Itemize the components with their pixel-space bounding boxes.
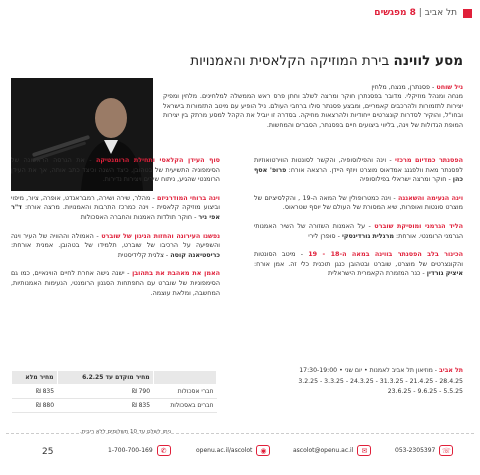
session-item — [11, 269, 220, 298]
sessions-column-left — [11, 156, 220, 307]
session-title: הכינור בלב הפסנתר בווינה במאה ה-18 - 19 — [308, 250, 464, 259]
price-cell: 835 ₪ — [57, 399, 153, 413]
payment-note: ניתן לשלם עד 10 תשלומים ללא ריבית. — [80, 429, 172, 435]
session-item — [11, 156, 220, 185]
session-item — [254, 156, 463, 185]
title-bold: מסע לווינה — [393, 53, 463, 69]
session-body: - האמולה וההוויה של העיר וינה והשפיעה על הרכיבו של שוברט, תלמידו של בטהובן. אמנית אורחת: — [11, 231, 220, 250]
schedule-details: - מוזיאון תל אביב לאמנות • יום שני • 17:30-19:00 — [299, 367, 439, 374]
mail-icon: ✉ — [357, 445, 371, 456]
schedule-city: תל אביב — [439, 367, 463, 374]
price-table-header — [12, 371, 217, 385]
session-guest-role: - חוקר ומרצה ישראלי בפילוסופיה — [359, 175, 453, 184]
session-title: הליד הגרמני ומוסיקת שוברט — [374, 222, 463, 231]
session-title: וינה ברוחי המודרניזם — [157, 193, 220, 202]
email-text: ascolot@openu.ac.il — [293, 447, 354, 454]
schedule — [254, 366, 463, 398]
price-table — [11, 370, 217, 413]
whatsapp-icon: ☏ — [439, 445, 453, 456]
session-title: הפסנתר כמדיום מרכזי — [394, 156, 463, 164]
session-body: - וינה כמטרופולין של המאה ה-19 , והקלסיציזם של מוצרט סונטות ואופרות, שיא המסורת של העולם של יוסף שטראוס. — [254, 193, 463, 212]
lecturer-role: - פסנתרן, מנצח, מלחין — [371, 83, 437, 91]
lecturer-intro — [163, 83, 463, 130]
table-row — [12, 399, 217, 413]
price-header-cell: מחיר מוקדם עד 6.2.25 — [57, 371, 153, 385]
price-cell: 835 ₪ — [12, 385, 58, 399]
schedule-dates-2: 23.6.25 - 9.6.25 - 5.5.25 — [387, 388, 463, 396]
header-marker — [463, 9, 472, 18]
session-guest-role: - כנר המזמרת הקאמרית הישראלית — [328, 269, 427, 278]
schedule-dates-1: 3.2.25 - 3.3.25 - 24.3.25 - 31.3.25 - 21.4.25 - 28.4.25 — [298, 377, 463, 385]
session-body: - וינה והפילוסופיה, והקשר לסונטות הווירטואוזיות לפסנתר מאת וולפגנג אמדאוס מוצרט ויוזף היידן. הרצאה אורח: — [254, 156, 463, 174]
price-header-cell: מחיר מלא — [12, 371, 58, 385]
session-guest-role: - סופרן לירי — [308, 231, 342, 240]
session-guest: איציק גורדין — [426, 269, 463, 278]
session-guest: פרופ' אסף כהן — [254, 165, 463, 184]
whatsapp-link[interactable] — [395, 445, 453, 456]
whatsapp-text: 053-2305397 — [395, 447, 436, 454]
title-rest: בירת המוזיקה הקלאסית והאמנויות — [190, 53, 394, 69]
session-body: - מיטב הסונטות והקונצרטים של מוצרט, שוברט ובטהובן כנגן תוכנית כלי זה. אמן אורח: — [254, 250, 463, 268]
session-body: - ישנה גישה אחרת לחיים הווינאיים, כמו גם הסימפוניות של שוברט עם התפתחות הסגנון הרומנטי, הנעימות האמנותיות, המחשבה, ומלאת עוצמה. — [11, 269, 220, 297]
phone-text: 1-700-700-169 — [108, 447, 153, 454]
session-guest: כריסטיאנה קוסה — [170, 250, 220, 259]
price-cell: חברי אסכולות — [153, 385, 216, 399]
footer-divider — [6, 433, 474, 434]
session-title: סוף העידן הקלאסי ותחילת הרומנטיקה — [95, 156, 221, 164]
breadcrumb-city: תל אביב | — [418, 8, 457, 18]
lecturer-name: ניל שוחט — [436, 83, 463, 91]
phone-icon: ✆ — [157, 445, 171, 456]
price-cell: חברים באסכולות — [153, 399, 216, 413]
price-header-cell — [153, 371, 216, 385]
price-cell: 790 ₪ — [57, 385, 153, 399]
session-guest-role: - חוקר תולדות האמנות והחברה האסכולות — [80, 213, 199, 222]
page-number: 25 — [42, 447, 54, 457]
globe-icon: ◉ — [256, 445, 270, 456]
session-item — [254, 222, 463, 241]
session-item — [254, 250, 463, 279]
session-title: וינה הנעימה והשאננה — [397, 193, 464, 202]
website-link[interactable] — [196, 445, 270, 456]
session-title: האמן את מאהבת את בתהובן — [132, 269, 220, 278]
session-body: - על האמנות השזורה של השיר האמנותי הגרמני הרומנטי. אורחת: — [254, 222, 463, 240]
sessions-column-right — [254, 156, 463, 288]
session-guest: מרגלית גורדינסקי — [341, 231, 394, 240]
email-link[interactable] — [293, 445, 371, 456]
session-item — [11, 194, 220, 223]
session-body: - את הגרסה הראשונה של הסימפוניה התשיעית של בטהובן, כיצד השנה וכיצד כתב אותה, אך את העידן הרומנטי שהגיע, ניתוח שירים ויצירות נדירות. — [11, 156, 220, 184]
session-title: נפשנו העירונה והחזות הניגון של שוברט — [101, 231, 220, 240]
session-item — [11, 232, 220, 261]
breadcrumb — [374, 8, 457, 18]
session-guest-role: - צלנית קלידיסטית — [117, 250, 171, 259]
session-guest: ד"ר אפי ניר — [11, 203, 220, 222]
breadcrumb-sessions: 8 מפגשים — [374, 8, 416, 18]
price-cell: 880 ₪ — [12, 399, 58, 413]
session-item — [254, 194, 463, 213]
phone-link[interactable] — [108, 445, 171, 456]
lecturer-bio: מנחה ומנהל מוזיקלי. מדובר בפסנתרן חוקר ומרצה לשלב וחתן פרס ראש הממשלה למלחינים. מלחין ומפיק יצירות לתזמורות ולהרכבים קאמריים, ומבצע פסנתר סולו ברחבי העולם. ניל הופיע עם מיטב התזמורות בישראל ובחו"ל, והוקיר לסדרות קונצרטים ייחודיות ולהרצאות מוזיקה. בסדרה זו יוביל את הקהל למסע מרתק בין יצירות המופת הגדולות של וינה, בליווי ביצועים חיים בפסנתר, הסברים והמחשות. — [163, 92, 463, 129]
footer — [0, 443, 480, 467]
table-row — [12, 385, 217, 399]
website-text: openu.ac.il/ascolot — [196, 447, 253, 454]
page-header — [374, 8, 472, 18]
session-body: - מהלר, שירה ושירה, רמבראנדט, אופרה, ציור, מיפוי וביצוע מוזיקה קלאסית - וינה כמרכז התרבות והאמנויות. מרצה אורח: — [11, 193, 220, 212]
page-title — [190, 53, 463, 69]
